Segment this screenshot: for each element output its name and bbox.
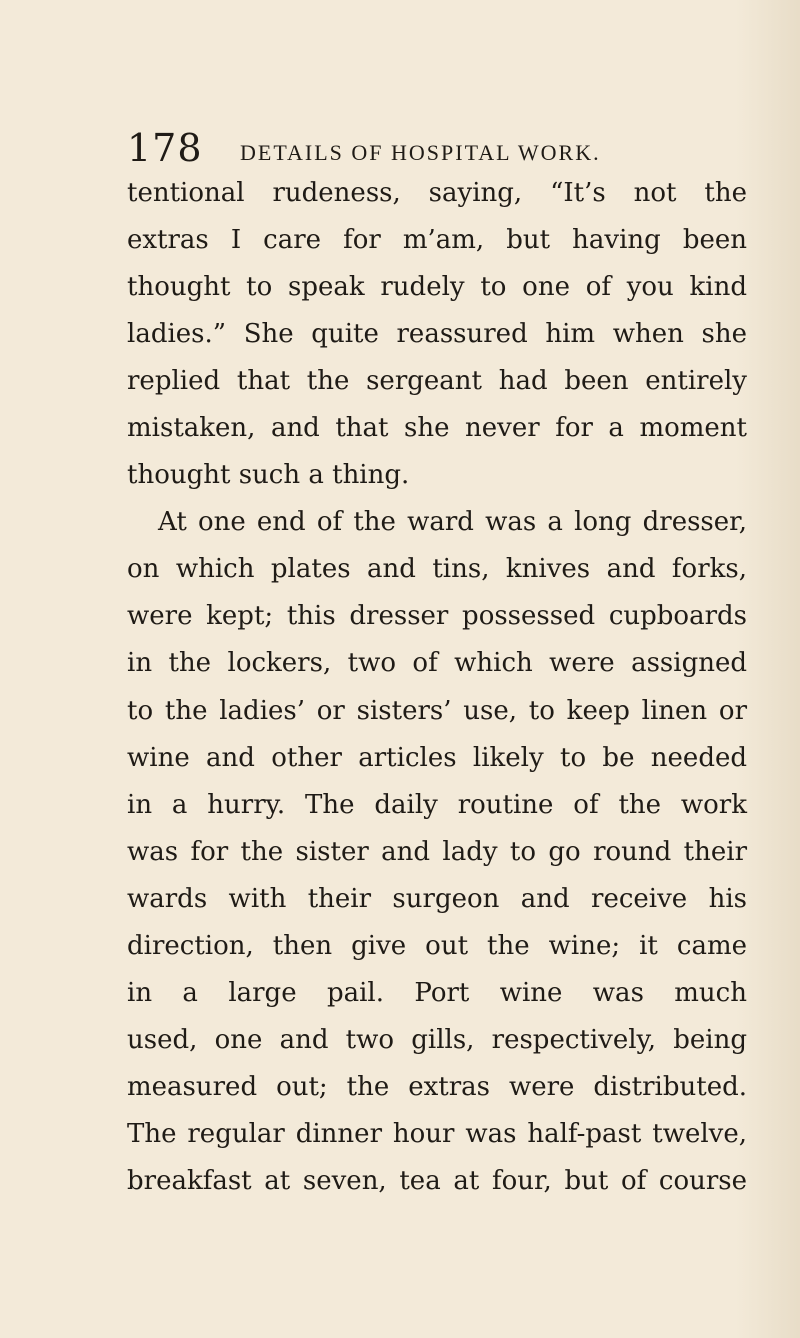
text-line: to the ladies’ or sisters’ use, to keep linen or — [127, 695, 747, 726]
running-title: DETAILS OF HOSPITAL WORK. — [240, 140, 601, 165]
text-line: extras I care for m’am, but having been — [127, 225, 747, 256]
page-number: 178 — [127, 126, 203, 170]
text-line: breakfast at seven, tea at four, but of course — [127, 1165, 747, 1196]
text-line: replied that the sergeant had been entirely — [127, 366, 747, 397]
text-line: wards with their surgeon and receive his — [127, 883, 747, 914]
text-line: tentional rudeness, saying, “It’s not the — [127, 178, 747, 208]
body-text — [127, 170, 747, 1205]
text-line: mistaken, and that she never for a moment — [127, 413, 747, 444]
text-line: in the lockers, two of which were assigned — [127, 648, 747, 679]
text-line: in a large pail. Port wine was much — [127, 977, 747, 1008]
text-line: used, one and two gills, respectively, being — [127, 1024, 747, 1055]
text-line: The regular dinner hour was half-past twelve, — [127, 1118, 747, 1149]
running-head — [127, 128, 747, 176]
text-line: measured out; the extras were distributed. — [127, 1071, 747, 1102]
text-line: direction, then give out the wine; it came — [127, 930, 747, 961]
text-line: in a hurry. The daily routine of the work — [127, 789, 747, 820]
text-line: At one end of the ward was a long dresser, — [158, 507, 747, 538]
text-line: was for the sister and lady to go round their — [127, 836, 747, 867]
text-line: thought to speak rudely to one of you kind — [127, 272, 747, 303]
text-line: ladies.” She quite reassured him when she — [127, 319, 747, 350]
text-line: thought such a thing. — [127, 460, 410, 491]
text-line: on which plates and tins, knives and forks, — [127, 554, 747, 585]
text-line: wine and other articles likely to be needed — [127, 742, 747, 773]
text-line: were kept; this dresser possessed cupboards — [127, 601, 747, 632]
